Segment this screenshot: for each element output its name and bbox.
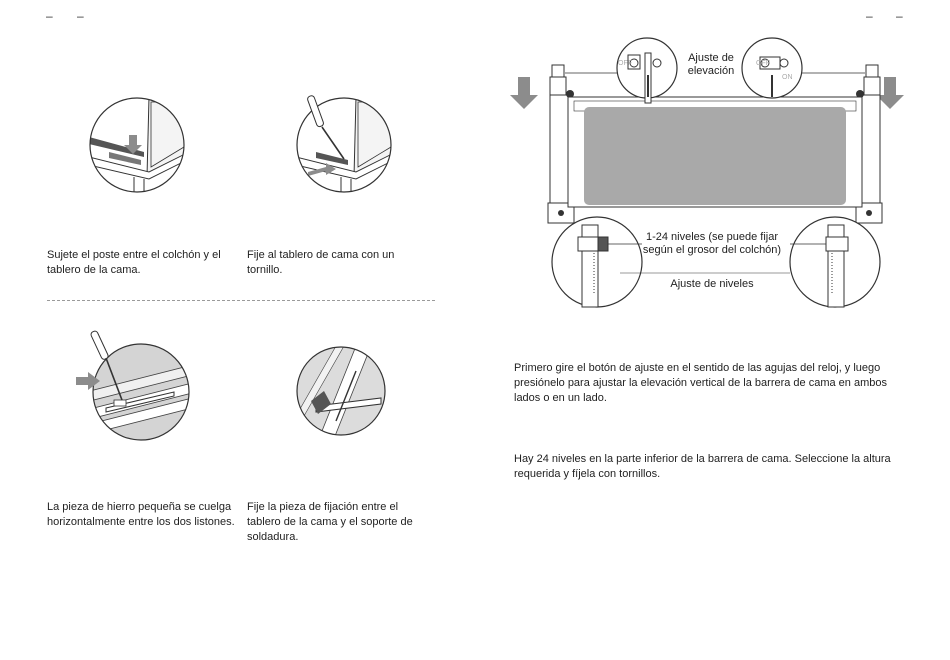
step-caption: Fije al tablero de cama con un tornillo. bbox=[247, 249, 395, 276]
corner-mark: – bbox=[77, 9, 84, 23]
corner-mark: – bbox=[46, 9, 53, 23]
corner-mark: – bbox=[866, 9, 873, 23]
levels-label: Ajuste de niveles bbox=[670, 278, 754, 290]
screw-illustration bbox=[296, 97, 396, 197]
instruction-paragraph: Primero gire el botón de ajuste en el sentido de las agujas del reloj, y luego presiónelo para ajustar la elevación vertical de la barrera de cama en ambos lados o en un lado. bbox=[514, 362, 887, 404]
elevation-label: Ajuste de elevación bbox=[687, 52, 735, 77]
knob-on-label: ON bbox=[782, 74, 793, 81]
fix-post-illustration bbox=[89, 97, 189, 197]
knob-off-label: OFF bbox=[618, 60, 632, 67]
corner-mark: – bbox=[896, 9, 903, 23]
fixing-piece-illustration bbox=[296, 346, 396, 446]
iron-piece-illustration bbox=[76, 330, 196, 445]
knob-off-label: OFF bbox=[756, 60, 770, 67]
section-divider bbox=[47, 300, 435, 301]
mesh-panel bbox=[584, 107, 846, 205]
step-caption: Fije la pieza de fijación entre el tablero de la cama y el soporte de soldadura. bbox=[247, 501, 413, 543]
step-caption: Sujete el poste entre el colchón y el tablero de la cama. bbox=[47, 249, 221, 276]
instruction-paragraph: Hay 24 niveles en la parte inferior de la barrera de cama. Seleccione la altura requerida y fíjela con tornillos. bbox=[514, 453, 891, 480]
step-caption: La pieza de hierro pequeña se cuelga horizontalmente entre los dos listones. bbox=[47, 501, 235, 528]
arrow-down-left-icon bbox=[510, 77, 538, 109]
levels-range-label: 1-24 niveles (se puede fijar según el grosor del colchón) bbox=[642, 231, 782, 256]
